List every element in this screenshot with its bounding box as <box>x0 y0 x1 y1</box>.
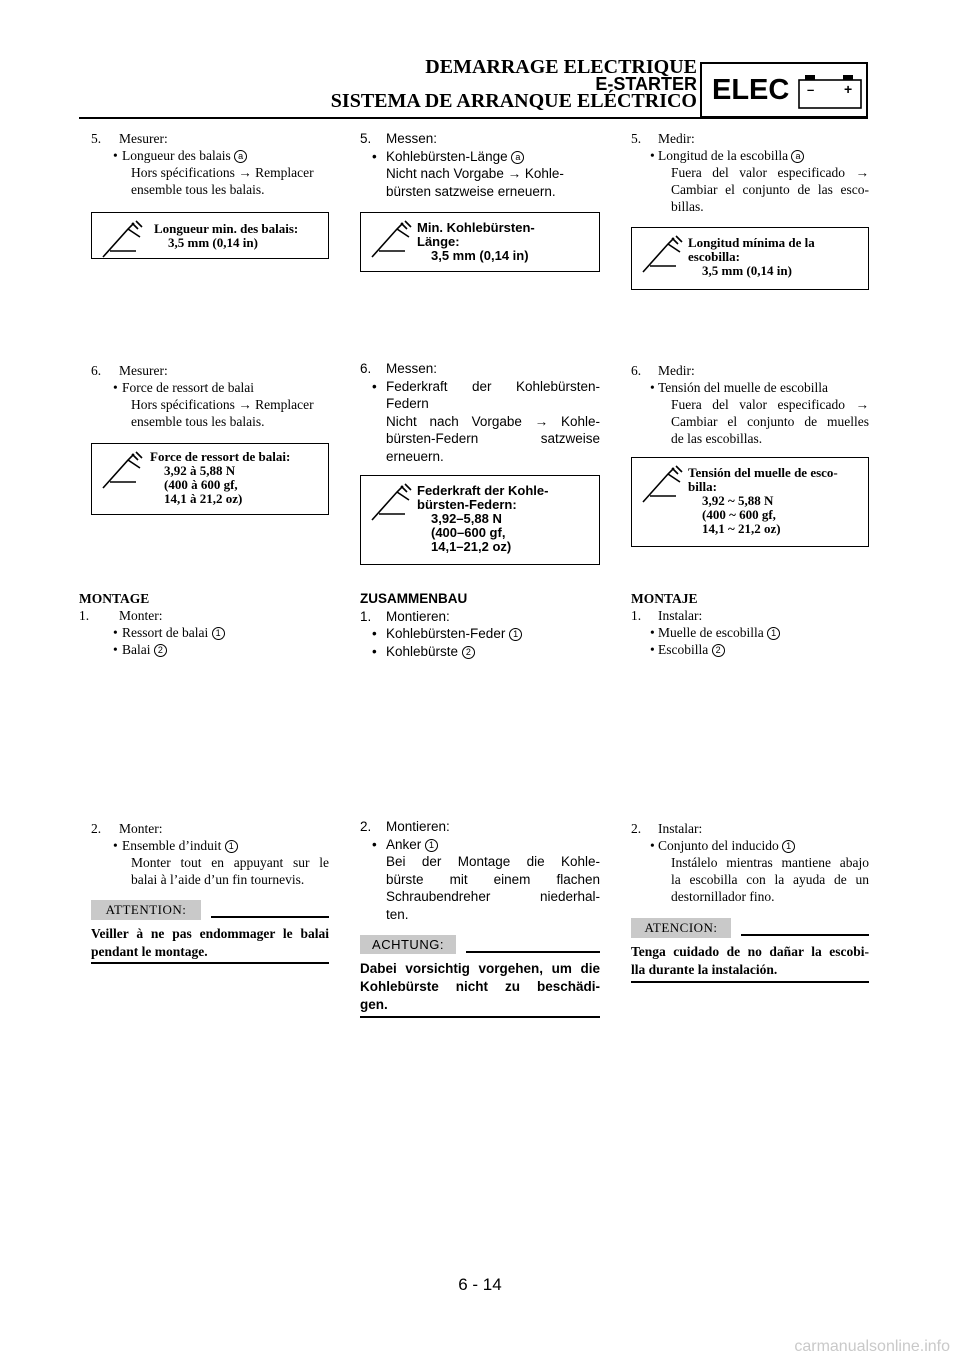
es-step-a2 <box>631 820 869 905</box>
spec-value: (400–600 gf, <box>431 525 506 540</box>
ref-marker: 2 <box>154 644 167 657</box>
warning-line: Veiller à ne pas endommager le balai <box>91 926 329 941</box>
step-number: 5. <box>91 131 102 146</box>
battery-minus: – <box>807 82 815 97</box>
de-warning-bottom-rule <box>360 1016 600 1018</box>
step-title: Mesurer: <box>119 363 168 378</box>
ref-marker: 2 <box>712 644 725 657</box>
warning-line: gen. <box>360 997 388 1012</box>
wrench-spec-icon <box>369 219 415 261</box>
spec-value: (400 ~ 600 gf, <box>702 507 776 522</box>
bullet-item: • Force de ressort de balai <box>113 380 254 395</box>
spec-value: 14,1–21,2 oz) <box>431 539 512 554</box>
ref-marker: 1 <box>225 840 238 853</box>
spec-value: 14,1 ~ 21,2 oz) <box>702 521 781 536</box>
bullet-text: Anker <box>386 836 422 852</box>
assembly-step-1 <box>360 608 600 626</box>
ref-marker: a <box>791 150 804 163</box>
es-assembly <box>631 590 869 658</box>
bullet-item: • Kohlebürste 2 <box>360 643 600 661</box>
spec-value: 3,5 mm (0,14 in) <box>431 248 529 263</box>
bullet-text: Ressort de balai <box>122 625 209 640</box>
bullet-text: Force de ressort de balai <box>122 380 254 395</box>
bullet-text: Muelle de escobilla <box>658 625 764 640</box>
bullet-text: Federn <box>386 396 429 411</box>
fr-step-5 <box>79 130 329 198</box>
bullet-text: Tensión del muelle de escobilla <box>658 380 829 395</box>
step-number: 5. <box>360 131 372 146</box>
bullet-text: Kohlebürste <box>386 643 459 659</box>
ref-marker: 1 <box>509 628 522 641</box>
es-warning-label: ATENCION: <box>631 918 731 938</box>
step-title: Montieren: <box>386 608 450 624</box>
spec-value: 3,5 mm (0,14 in) <box>702 263 792 278</box>
de-step-5 <box>360 130 600 200</box>
sub-text: Hors spécifications → Remplacer <box>131 397 314 412</box>
sub-text: Monter tout en appuyant sur le <box>131 855 329 870</box>
step-number: 1. <box>360 608 372 624</box>
step-title: Instalar: <box>658 821 703 836</box>
de-spec-box-1 <box>360 212 600 272</box>
step-number: 1. <box>79 608 90 623</box>
section-heading: ZUSAMMENBAU <box>360 591 468 606</box>
sub-text: Fuera del valor especificado → <box>671 165 869 180</box>
step-number: 1. <box>631 608 642 623</box>
fr-warning-rule <box>211 916 329 918</box>
sub-text: bürsten-Federn satzweise <box>386 431 600 446</box>
bullet-item: • Ensemble d’induit 1 <box>79 837 329 854</box>
spec-value: 3,92–5,88 N <box>431 511 502 526</box>
fr-warning-bottom-rule <box>91 962 329 964</box>
step-title: Monter: <box>119 608 163 623</box>
sub-text: ensemble tous les balais. <box>131 414 265 429</box>
assembly-step-1 <box>631 607 869 624</box>
spec-label: Federkraft der Kohle- <box>417 483 549 498</box>
de-assembly <box>360 590 600 660</box>
bullet-item: • Escobilla 2 <box>631 641 869 658</box>
sub-text: Nicht nach Vorgabe → Kohle- <box>386 413 600 429</box>
header-rule <box>79 117 868 119</box>
bullet-text: Escobilla <box>658 642 709 657</box>
header-title-fr: DEMARRAGE ELECTRIQUE <box>425 56 697 78</box>
step-title: Medir: <box>658 131 695 146</box>
spec-value: 3,5 mm (0,14 in) <box>168 235 258 250</box>
wrench-spec-icon <box>100 219 146 261</box>
fr-step-a2 <box>79 820 329 888</box>
sub-text: billas. <box>671 199 704 214</box>
bullet-text: Longitud de la escobilla <box>658 148 789 163</box>
step-title: Messen: <box>386 361 438 376</box>
wrench-spec-icon <box>640 234 686 276</box>
de-warning-label: ACHTUNG: <box>360 935 456 954</box>
sub-text: Cambiar el conjunto de las esco- <box>671 182 869 197</box>
step-title: Montieren: <box>386 819 450 834</box>
step-number: 6. <box>91 363 102 378</box>
ref-marker: 2 <box>462 646 475 659</box>
sub-text: destornillador fino. <box>671 889 775 904</box>
step-title: Medir: <box>658 363 695 378</box>
spec-label: billa: <box>688 479 717 494</box>
page-number: 6 - 14 <box>458 1275 502 1294</box>
fr-spec-box-2 <box>91 443 329 515</box>
de-warning-rule <box>466 951 600 953</box>
spec-value: (400 à 600 gf, <box>164 477 238 492</box>
warning-line: Kohlebürste nicht zu beschädi- <box>360 979 600 994</box>
warning-line: Tenga cuidado de no dañar la escobi- <box>631 944 869 959</box>
bullet-item: • Longitud de la escobilla a <box>631 147 869 164</box>
bullet-text: Kohlebürsten-Länge <box>386 148 508 164</box>
bullet-item: • Tensión del muelle de escobilla <box>650 380 829 395</box>
fr-warning-text <box>91 925 329 961</box>
spec-label: Min. Kohlebürsten- <box>417 220 535 235</box>
header-title-de: E-STARTER <box>595 74 697 94</box>
step-number: 2. <box>360 819 372 834</box>
ref-marker: a <box>234 150 247 163</box>
de-spec-box-2 <box>360 475 600 565</box>
es-spec-box-2 <box>631 457 869 547</box>
step-number: 6. <box>360 361 372 376</box>
sub-text: Cambiar el conjunto de muelles <box>671 414 869 429</box>
sub-text: ensemble tous les balais. <box>131 182 265 197</box>
sub-text: balai à l’aide d’un fin tournevis. <box>131 872 305 887</box>
de-warning-text <box>360 960 600 1014</box>
elec-label: ELEC <box>712 73 790 106</box>
spec-label: Longueur min. des balais: <box>154 221 299 236</box>
step-number: 6. <box>631 363 642 378</box>
sub-text: de las escobillas. <box>671 431 763 446</box>
spec-value: 14,1 à 21,2 oz) <box>164 491 243 506</box>
sub-text: Instálelo mientras mantiene abajo <box>671 855 869 870</box>
section-heading: MONTAGE <box>79 591 150 606</box>
bullet-text: Balai <box>122 642 151 657</box>
ref-marker: 1 <box>767 627 780 640</box>
spec-label: Tensión del muelle de esco- <box>688 465 838 480</box>
es-step-5 <box>631 130 869 215</box>
fr-assembly <box>79 590 329 658</box>
bullet-text: Kohlebürsten-Feder <box>386 626 506 641</box>
sub-text: Bei der Montage die Kohle- <box>386 854 600 869</box>
sub-text: Hors spécifications → Remplacer <box>131 165 314 180</box>
bullet-item: • Conjunto del inducido 1 <box>631 837 869 854</box>
spec-label: bürsten-Federn: <box>417 497 517 512</box>
wrench-spec-icon <box>369 482 415 524</box>
es-warning-rule <box>741 934 869 936</box>
fr-step-6 <box>79 362 329 430</box>
es-spec-box-1 <box>631 227 869 290</box>
bullet-text: Longueur des balais <box>122 148 231 163</box>
fr-spec-box-1 <box>91 212 329 259</box>
sub-text: erneuern. <box>386 448 444 464</box>
warning-line: Dabei vorsichtig vorgehen, um die <box>360 961 600 976</box>
spec-value: 3,92 ~ 5,88 N <box>702 493 774 508</box>
bullet-text: Federkraft der Kohlebürsten- <box>386 378 600 394</box>
step-number: 2. <box>91 821 102 836</box>
step-number: 5. <box>631 131 642 146</box>
spec-label: Force de ressort de balai: <box>150 449 291 464</box>
bullet-item: • Ressort de balai 1 <box>79 624 329 641</box>
ref-marker: a <box>511 151 524 164</box>
step-title: Messen: <box>386 131 438 146</box>
wrench-spec-icon <box>640 464 686 506</box>
watermark: carmanualsonline.info <box>794 1338 950 1355</box>
ref-marker: 1 <box>212 627 225 640</box>
sub-text: bürsten satzweise erneuern. <box>386 183 556 199</box>
es-warning-bottom-rule <box>631 981 869 983</box>
es-warning-text <box>631 943 869 979</box>
sub-text: Fuera del valor especificado → <box>671 397 869 412</box>
bullet-item: • Kohlebürsten-Länge a <box>360 148 600 166</box>
spec-value: 3,92 à 5,88 N <box>164 463 236 478</box>
spec-label: Longitud mínima de la <box>688 235 815 250</box>
warning-line: lla durante la instalación. <box>631 962 778 977</box>
battery-plus: + <box>844 81 853 97</box>
assembly-step-1 <box>79 607 329 624</box>
sub-text: Nicht nach Vorgabe → Kohle- <box>386 166 564 181</box>
es-step-6 <box>631 362 869 447</box>
sub-text: la escobilla con la ayuda de un <box>671 872 869 887</box>
bullet-text: Ensemble d’induit <box>122 838 222 853</box>
fr-warning-label: ATTENTION: <box>91 900 201 920</box>
step-title: Monter: <box>119 821 163 836</box>
step-title: Mesurer: <box>119 131 168 146</box>
bullet-item: • Muelle de escobilla 1 <box>631 624 869 641</box>
bullet-item: • Federkraft der Kohlebürsten- <box>372 378 600 394</box>
column-fr <box>79 130 329 198</box>
sub-text: bürste mit einem flachen <box>386 871 600 887</box>
header-title-es: SISTEMA DE ARRANQUE ELÉCTRICO <box>330 90 697 112</box>
step-number: 2. <box>631 821 642 836</box>
step-title: Instalar: <box>658 608 703 623</box>
bullet-item: • Longueur des balais a <box>79 147 329 164</box>
battery-icon <box>797 70 865 110</box>
sub-text: ten. <box>386 906 409 922</box>
spec-label: escobilla: <box>688 249 740 264</box>
de-step-6 <box>360 360 600 465</box>
spec-label: Länge: <box>417 234 460 249</box>
bullet-item: • Balai 2 <box>79 641 329 658</box>
warning-line: pendant le montage. <box>91 944 208 959</box>
bullet-item: • Kohlebürsten-Feder 1 <box>360 625 600 643</box>
ref-marker: 1 <box>425 839 438 852</box>
de-step-a2 <box>360 818 600 923</box>
section-heading: MONTAJE <box>631 591 698 606</box>
ref-marker: 1 <box>782 840 795 853</box>
sub-text: Schraubendreher niederhal- <box>386 889 600 904</box>
bullet-text: Conjunto del inducido <box>658 838 779 853</box>
wrench-spec-icon <box>100 450 146 492</box>
bullet-item: • Anker 1 <box>360 836 600 854</box>
elec-badge <box>700 62 868 118</box>
